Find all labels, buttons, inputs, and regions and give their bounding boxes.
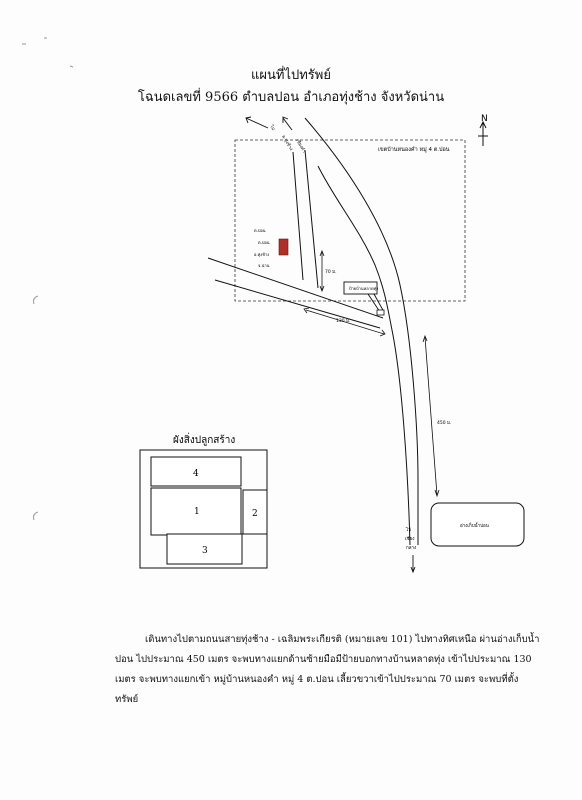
village-road bbox=[293, 150, 318, 288]
dimension-450 bbox=[423, 336, 439, 496]
sign-label: ป้ายบ้านหลาดทุ่ง bbox=[349, 286, 379, 291]
reservoir-label: อ่างเก็บน้ำปอน bbox=[460, 524, 489, 529]
dimension-70 bbox=[320, 251, 324, 291]
road-label-bottom-1: ไป bbox=[406, 528, 412, 533]
layout-plan-title: ผังสิ่งปลูกสร้าง bbox=[173, 435, 236, 446]
property-label-1: ต.ปอน bbox=[254, 228, 266, 233]
dist-450-label: 450 ม. bbox=[437, 421, 452, 426]
road-label-bottom-2: เชียง bbox=[405, 537, 415, 542]
road-label-top-3: เชียงคำ bbox=[294, 138, 307, 154]
property-label-4: จ.น่าน bbox=[258, 263, 270, 268]
page-subtitle: โฉนดเลขที่ 9566 ตำบลปอน อำเภอทุ่งช้าง จังหวัดน่าน bbox=[137, 90, 445, 105]
property-label-3: อ.ทุ่งช้าง bbox=[254, 252, 270, 257]
scan-marks bbox=[22, 38, 73, 520]
route-description: เดินทางไปตามถนนสายทุ่งช้าง - เฉลิมพระเกียรติ (หมายเลข 101) ไปทางทิศเหนือ ผ่านอ่างเก็บน้ำปอน ไปประมาณ 450 เมตร จะพบทางแยกด้านซ้ายมือมีป้ายบอกทางบ้านหลาดทุ่ง เข้าไปประมาณ 130 เมตร จะพบทางแยกเข้า หมู่บ้านหนองคำ หมู่ 4 ต.ปอน เลี้ยวขวาเข้าไปประมาณ 70 เมตร จะพบที่ตั้งทรัพย์ bbox=[115, 634, 540, 705]
building-1-label: 1 bbox=[194, 507, 200, 517]
building-2-label: 2 bbox=[252, 509, 258, 519]
road-label-top-2: อ.ทุ่งช้าง bbox=[280, 134, 294, 152]
road-label-bottom-3: กลาง bbox=[406, 546, 417, 551]
main-road bbox=[305, 118, 418, 545]
bottom-arrow bbox=[411, 555, 415, 572]
dist-70-label: 70 ม. bbox=[325, 270, 337, 275]
dist-130-label: 130 ม. bbox=[336, 319, 351, 324]
road-label-top-1: ไป bbox=[268, 124, 276, 132]
north-label: N bbox=[481, 114, 488, 124]
page-title: แผนที่ไปทรัพย์ bbox=[251, 68, 331, 83]
building-3-label: 3 bbox=[202, 546, 208, 556]
north-arrow bbox=[478, 122, 488, 146]
area-label: เขตบ้านหนองคำ หมู่ 4 ต.ปอน bbox=[378, 147, 450, 153]
building-4-label: 4 bbox=[193, 469, 199, 479]
property-label-2: ต.ปอน bbox=[258, 240, 270, 245]
property-marker bbox=[279, 239, 288, 255]
